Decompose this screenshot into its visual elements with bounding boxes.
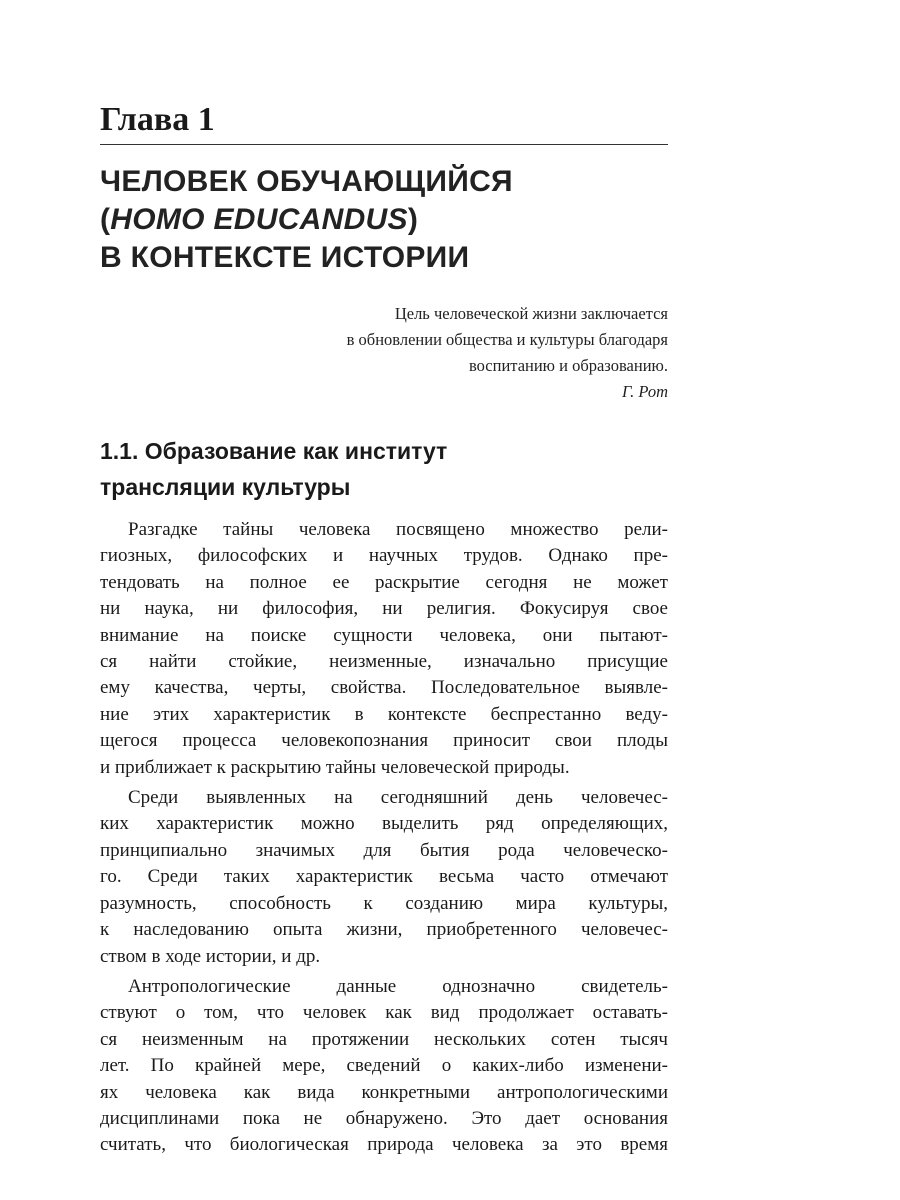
chapter-title-latin: HOMO EDUCANDUS: [110, 203, 408, 236]
text-line: ему качества, черты, свойства. Последовательное выявле-: [100, 677, 668, 699]
chapter-title: [100, 163, 668, 277]
text-line: Антропологические данные однозначно свидетель-: [128, 975, 668, 997]
chapter-title-line-1: ЧЕЛОВЕК ОБУЧАЮЩИЙСЯ: [100, 165, 513, 198]
chapter-title-paren-close: ): [407, 203, 419, 236]
epigraph: [100, 301, 668, 405]
text-line: Разгадке тайны человека посвящено множество рели-: [128, 519, 668, 540]
chapter-heading: Глава 1: [100, 100, 668, 145]
text-line: гиозных, философских и научных трудов. Однако пре-: [100, 545, 668, 567]
chapter-title-paren-open: (: [100, 203, 111, 236]
epigraph-author: Г. Рот: [621, 382, 668, 401]
text-line: ствуют о том, что человек как вид продолжает оставать-: [100, 1002, 668, 1024]
chapter-title-line-2: [100, 201, 668, 239]
text-line: дисциплинами пока не обнаружено. Это дает основания: [100, 1107, 668, 1129]
text-line: го. Среди таких характеристик весьма часто отмечают: [100, 866, 668, 888]
chapter-title-line-3: В КОНТЕКСТЕ ИСТОРИИ: [100, 241, 470, 274]
text-line: ях человека как вида конкретными антропологическими: [100, 1081, 668, 1103]
epigraph-line: в обновлении общества и культуры благодаря: [346, 330, 668, 349]
paragraph-1: [100, 517, 668, 781]
text-line: внимание на поиске сущности человека, они пытают-: [100, 624, 668, 646]
text-line: ние этих характеристик в контексте беспрестанно веду-: [100, 703, 668, 725]
book-page: [100, 100, 668, 1159]
paragraph-3: [100, 974, 668, 1159]
text-line: и приближает к раскрытию тайны человеческой природы.: [100, 756, 570, 778]
text-line: считать, что биологическая природа человека за это время: [100, 1134, 668, 1156]
epigraph-line: воспитанию и образованию.: [468, 356, 668, 375]
text-line: щегося процесса человекопознания приносит свои плоды: [100, 730, 668, 752]
text-line: к наследованию опыта жизни, приобретенного человечес-: [100, 919, 668, 941]
text-line: лет. По крайней мере, сведений о каких-либо изменени-: [100, 1055, 668, 1077]
text-line: ся найти стойкие, неизменные, изначально присущие: [100, 651, 668, 673]
text-line: ся неизменным на протяжении нескольких сотен тысяч: [100, 1028, 668, 1050]
paragraph-2: [100, 785, 668, 970]
section-heading: [100, 433, 668, 505]
text-line: разумность, способность к созданию мира культуры,: [100, 892, 668, 914]
text-line: принципиально значимых для бытия рода человеческо-: [100, 839, 668, 861]
text-line: ких характеристик можно выделить ряд определяющих,: [100, 813, 668, 835]
text-line: тендовать на полное ее раскрытие сегодня не может: [100, 571, 668, 593]
section-heading-line: 1.1. Образование как институт: [100, 438, 448, 464]
text-line: ни наука, ни философия, ни религия. Фокусируя свое: [100, 598, 668, 620]
section-heading-line: трансляции культуры: [100, 474, 351, 500]
text-line: Среди выявленных на сегодняшний день человечес-: [128, 787, 668, 809]
text-line: ством в ходе истории, и др.: [100, 945, 321, 967]
epigraph-line: Цель человеческой жизни заключается: [394, 304, 668, 323]
